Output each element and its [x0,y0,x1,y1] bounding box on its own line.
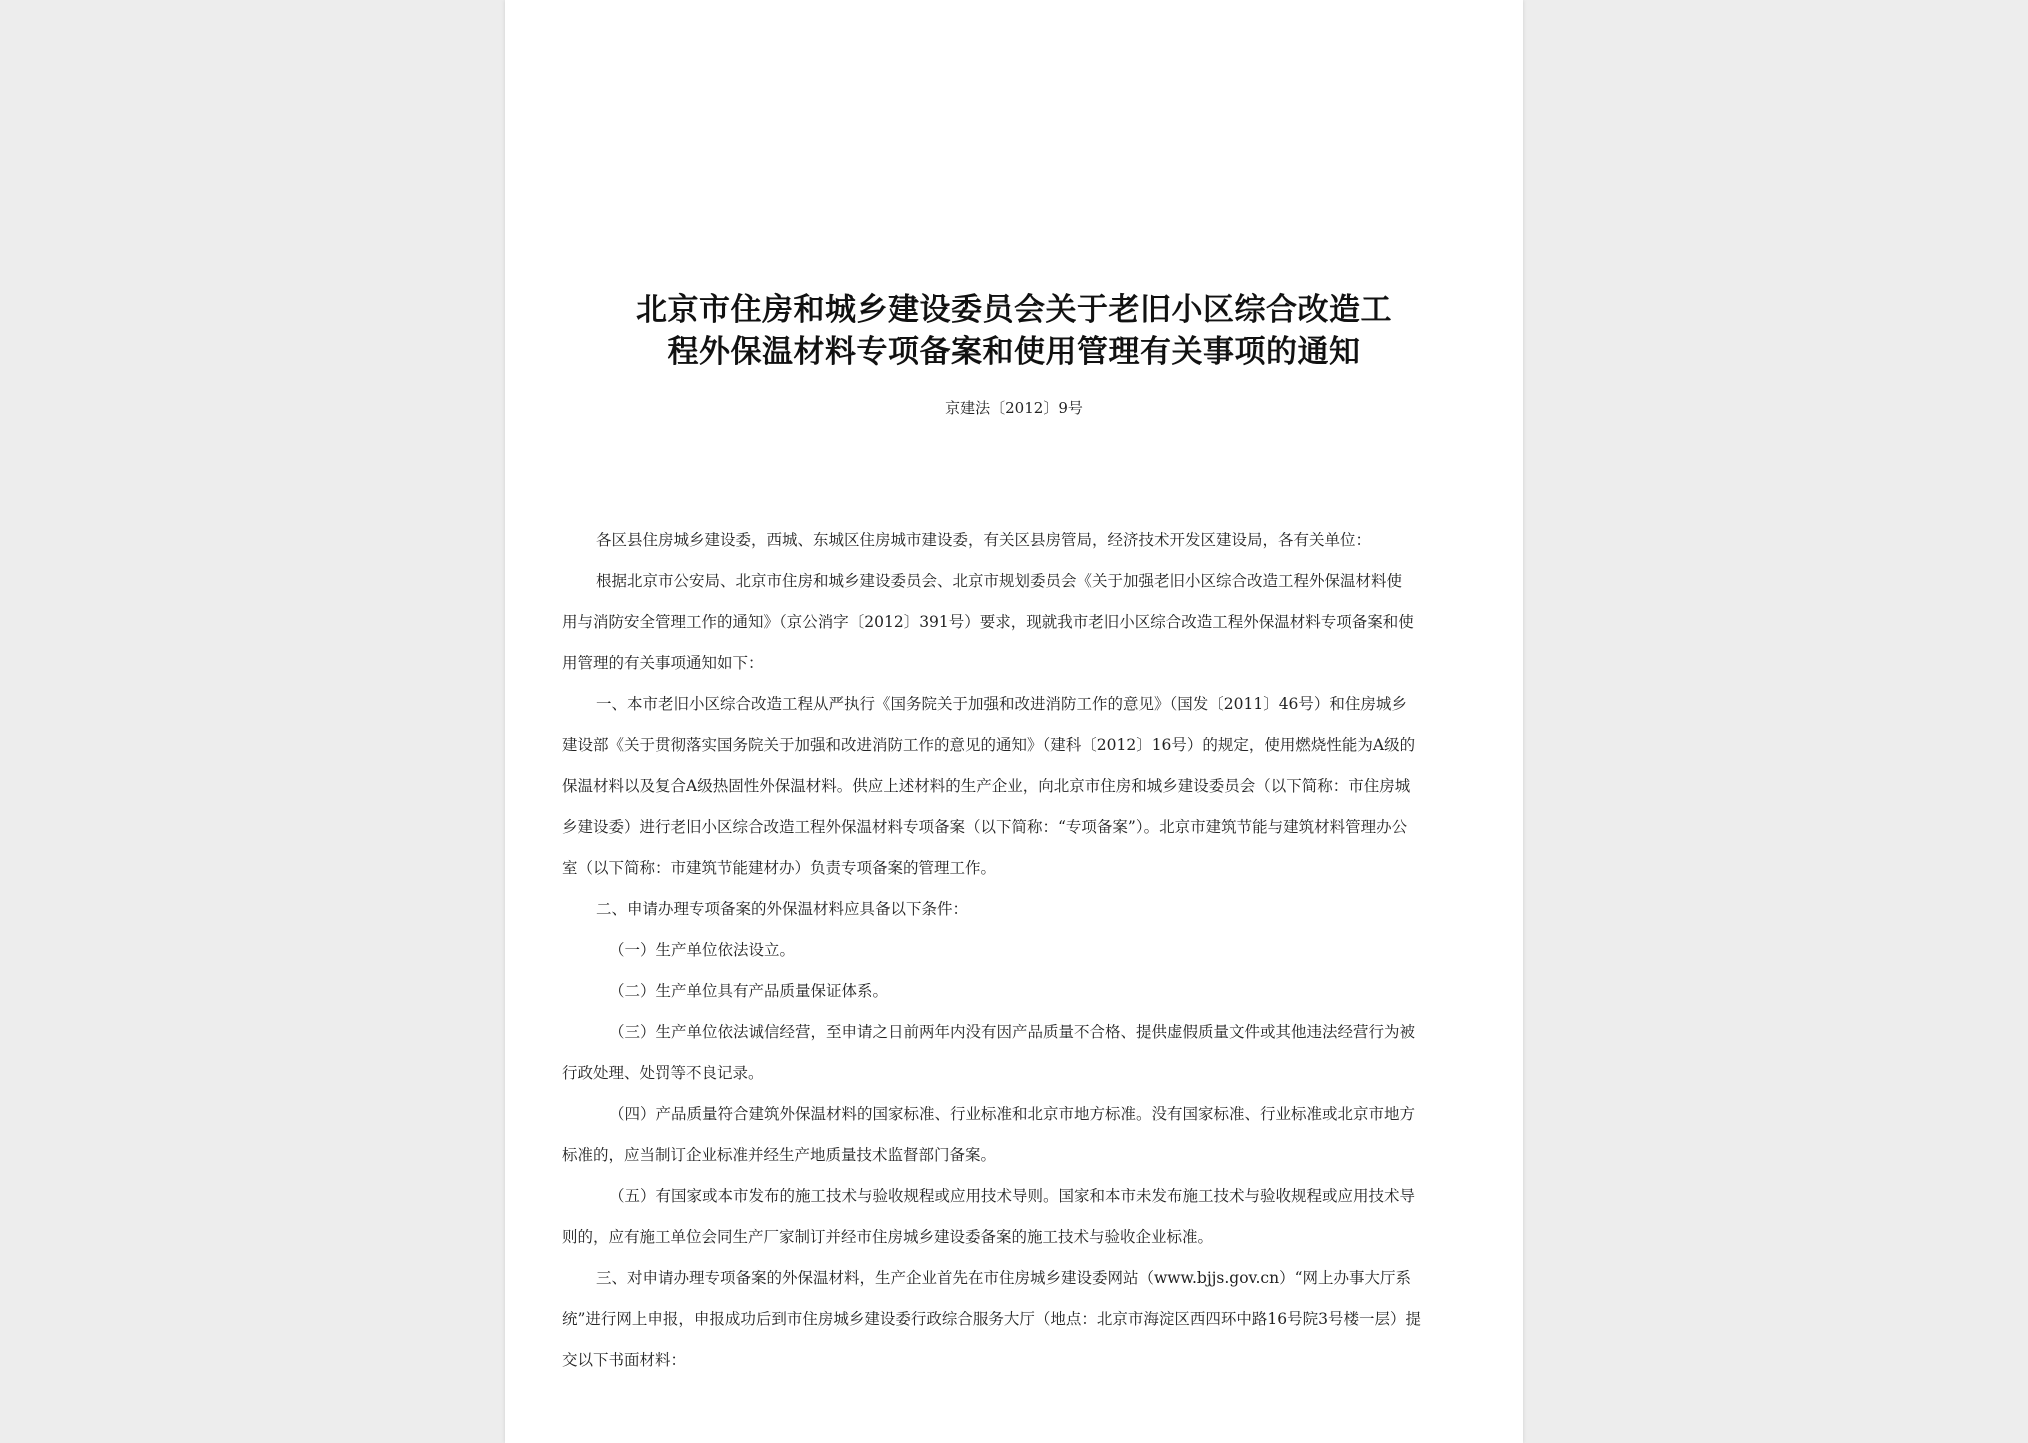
body-line: 乡建设委）进行老旧小区综合改造工程外保温材料专项备案（以下简称：“专项备案”）。北京市建筑节能与建筑材料管理办公 [562,818,1408,836]
body-line: 一、本市老旧小区综合改造工程从严执行《国务院关于加强和改进消防工作的意见》（国发〔2011〕46号）和住房城乡 [596,695,1407,713]
body-line: （三）生产单位依法诚信经营，至申请之日前两年内没有因产品质量不合格、提供虚假质量文件或其他违法经营行为被 [609,1023,1416,1041]
body-line: 二、申请办理专项备案的外保温材料应具备以下条件： [596,900,969,918]
document-title [545,289,1483,373]
title-line-1: 北京市住房和城乡建设委员会关于老旧小区综合改造工 [636,292,1392,328]
body-line: 统”进行网上申报，申报成功后到市住房城乡建设委行政综合服务大厅（地点：北京市海淀区西四环中路16号院3号楼一层）提 [562,1310,1422,1328]
body-line: 室（以下简称：市建筑节能建材办）负责专项备案的管理工作。 [562,859,997,877]
body-line: 交以下书面材料： [562,1351,687,1369]
body-line: （五）有国家或本市发布的施工技术与验收规程或应用技术导则。国家和本市未发布施工技术与验收规程或应用技术导 [609,1187,1416,1205]
body-line: 建设部《关于贯彻落实国务院关于加强和改进消防工作的意见的通知》（建科〔2012〕16号）的规定，使用燃烧性能为A级的 [562,736,1416,754]
document-number: 京建法〔2012〕9号 [945,399,1083,417]
body-line: 用与消防安全管理工作的通知》（京公消字〔2012〕391号）要求，现就我市老旧小区综合改造工程外保温材料专项备案和使 [562,613,1414,631]
body-line: 则的，应有施工单位会同生产厂家制订并经市住房城乡建设委备案的施工技术与验收企业标准。 [562,1228,1214,1246]
body-line: （四）产品质量符合建筑外保温材料的国家标准、行业标准和北京市地方标准。没有国家标准、行业标准或北京市地方 [609,1105,1416,1123]
body-line: 根据北京市公安局、北京市住房和城乡建设委员会、北京市规划委员会《关于加强老旧小区综合改造工程外保温材料使 [596,572,1403,590]
body-line: （二）生产单位具有产品质量保证体系。 [609,982,889,1000]
body-line: 用管理的有关事项通知如下： [562,654,764,672]
body-line: （一）生产单位依法设立。 [609,941,796,959]
body-line: 各区县住房城乡建设委，西城、东城区住房城市建设委，有关区县房管局，经济技术开发区建设局，各有关单位： [596,531,1372,549]
body-line: 标准的，应当制订企业标准并经生产地质量技术监督部门备案。 [562,1146,997,1164]
body-line: 保温材料以及复合A级热固性外保温材料。供应上述材料的生产企业，向北京市住房和城乡建设委员会（以下简称：市住房城 [562,777,1411,795]
document-body [562,520,1462,1381]
document-page [505,0,1523,1443]
body-line: 三、对申请办理专项备案的外保温材料，生产企业首先在市住房城乡建设委网站（www.bjjs.gov.cn）“网上办事大厅系 [596,1269,1411,1287]
title-line-2: 程外保温材料专项备案和使用管理有关事项的通知 [667,334,1361,370]
body-line: 行政处理、处罚等不良记录。 [562,1064,764,1082]
